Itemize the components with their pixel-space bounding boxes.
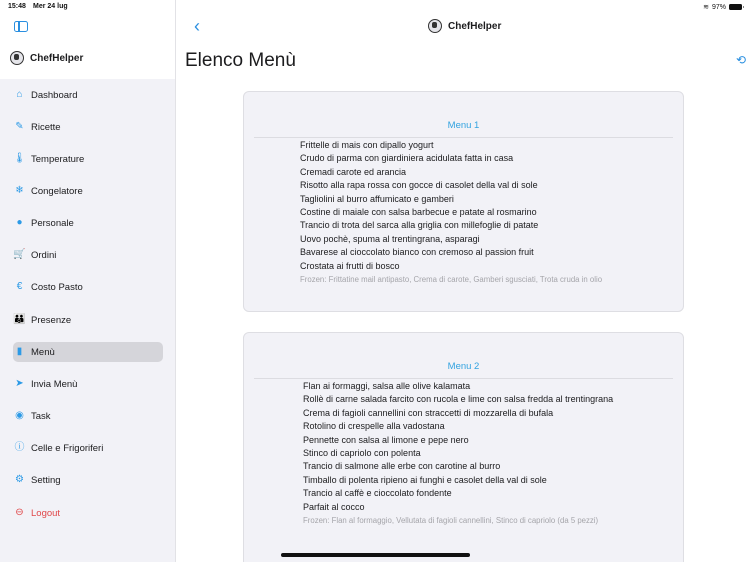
cart-icon: 🛒 (13, 249, 26, 260)
sidebar-item-costo-pasto[interactable] (13, 277, 163, 297)
house-icon: ⌂ (16, 89, 23, 100)
sidebar-item-label: Personale (31, 217, 74, 229)
person-icon: ● (16, 217, 23, 228)
sidebar-item-menu[interactable] (13, 342, 163, 362)
dish-list (303, 380, 613, 514)
sidebar-item-invia-menu[interactable] (13, 374, 163, 394)
sidebar-header (0, 0, 175, 79)
main-content (176, 0, 750, 562)
dish-item: Risotto alla rapa rossa con gocce di casolet della val di sole (300, 180, 538, 191)
dish-item: Frittelle di mais con dipallo yogurt (300, 140, 434, 150)
sidebar-item-logout[interactable] (13, 503, 163, 523)
status-time: 15:48 (8, 3, 26, 10)
dish-item: Timballo di polenta ripieno ai funghi e casolet della val di sole (303, 474, 547, 485)
sidebar-toggle-icon[interactable] (14, 21, 28, 32)
sidebar (0, 0, 176, 562)
sidebar-item-label: Menù (31, 346, 55, 358)
record-circle-icon: ◉ (15, 410, 24, 421)
sidebar-item-label: Ricette (31, 121, 61, 133)
sidebar-item-congelatore[interactable] (13, 181, 163, 201)
book-icon: ▮ (16, 346, 23, 357)
sidebar-item-personale[interactable] (13, 213, 163, 233)
paperplane-icon: ➤ (15, 378, 24, 389)
home-indicator[interactable] (281, 553, 470, 557)
page-title: Elenco Menù (185, 50, 296, 71)
euro-sign-icon: € (16, 281, 23, 292)
info-circle-icon: ⓘ (14, 442, 25, 453)
chef-logo-icon (10, 51, 24, 65)
sidebar-item-label: Presenze (31, 314, 72, 326)
dish-item: Rollè di carne salada farcito con rucola e lime con salsa fredda al trentingrana (303, 394, 614, 405)
frozen-note: Frozen: Frittatine mail antipasto, Crema di carote, Gamberi sgusciati, Trota cruda in olio (300, 275, 603, 284)
sidebar-item-task[interactable] (13, 406, 163, 426)
dish-item: Rotolino di crespelle alla vadostana (303, 421, 445, 432)
nav-title-text: ChefHelper (448, 20, 502, 32)
sidebar-item-celle-frigoriferi[interactable] (13, 438, 163, 458)
dish-item: Trancio di salmone alle erbe con carotine al burro (303, 461, 501, 472)
back-button[interactable]: ‹ (194, 16, 200, 36)
sidebar-item-setting[interactable] (13, 470, 163, 490)
sidebar-item-ordini[interactable] (13, 245, 163, 265)
status-date: Mer 24 lug (33, 3, 68, 10)
sidebar-item-label: Task (31, 410, 51, 422)
menu-card[interactable] (243, 91, 684, 312)
sidebar-item-label: Setting (31, 474, 61, 486)
battery-percent: 97% (711, 3, 726, 11)
menu-card[interactable] (243, 332, 684, 562)
dish-item: Trancio di trota del sarca alla griglia con millefoglie di patate (300, 220, 539, 231)
menu-card-title: Menu 2 (447, 361, 480, 372)
thermometer-icon: 🌡 (13, 153, 26, 164)
sidebar-item-label: Costo Pasto (31, 281, 83, 293)
sidebar-item-label: Logout (31, 507, 61, 519)
people-icon: 👪 (13, 314, 26, 325)
dish-list (300, 139, 538, 273)
sidebar-item-label: Invia Menù (31, 378, 78, 390)
dish-item: Cremadi carote ed arancia (300, 166, 407, 177)
sidebar-item-ricette[interactable] (13, 117, 163, 137)
person-sync-icon[interactable]: ⟲ (736, 53, 747, 67)
sidebar-item-label: Celle e Frigoriferi (31, 442, 104, 454)
frozen-note: Frozen: Flan al formaggio, Vellutata di fagioli cannellini, Stinco di capriolo (da 5 pezzi) (303, 516, 599, 525)
dish-item: Stinco di capriolo con polenta (303, 447, 421, 458)
dish-item: Pennette con salsa al limone e pepe nero (303, 434, 469, 445)
dish-item: Bavarese al cioccolato bianco con cremoso al passion fruit (300, 247, 534, 258)
snowflake-icon: ❄ (15, 185, 24, 196)
dish-item: Crostata ai frutti di bosco (300, 260, 400, 271)
dish-item: Parfait al cocco (303, 501, 365, 512)
menu-card-title: Menu 1 (447, 120, 480, 131)
dish-item: Crema di fagioli cannellini con straccetti di mozzarella di bufala (303, 407, 554, 418)
dish-item: Trancio al caffè e cioccolato fondente (303, 488, 452, 499)
person-gear-icon: ⚙ (15, 474, 24, 485)
chef-logo-icon (428, 19, 442, 33)
sidebar-item-label: Congelatore (31, 185, 83, 197)
wifi-icon: ≋ (703, 4, 709, 11)
dish-item: Tagliolini al burro affumicato e gamberi (300, 193, 454, 204)
sidebar-item-label: Dashboard (31, 89, 78, 101)
battery-icon (729, 4, 742, 10)
logout-arrow-icon: ⊖ (15, 507, 24, 518)
sidebar-item-presenze[interactable] (13, 310, 163, 330)
status-right (703, 3, 742, 11)
dish-item: Crudo di parma con giardiniera acidulata fatta in casa (300, 153, 514, 164)
divider (254, 378, 673, 379)
sidebar-item-temperature[interactable] (13, 149, 163, 169)
pencil-icon: ✎ (15, 121, 24, 132)
nav-title (428, 19, 501, 33)
divider (254, 137, 673, 138)
sidebar-item-label: Ordini (31, 249, 57, 261)
brand-name: ChefHelper (30, 52, 84, 64)
dish-item: Costine di maiale con salsa barbecue e patate al rosmarino (300, 206, 537, 217)
sidebar-brand (10, 51, 83, 65)
dish-item: Flan ai formaggi, salsa alle olive kalamata (303, 381, 471, 391)
sidebar-item-dashboard[interactable] (13, 85, 163, 105)
sidebar-item-label: Temperature (31, 153, 85, 165)
dish-item: Uovo pochè, spuma al trentingrana, asparagi (300, 233, 480, 244)
